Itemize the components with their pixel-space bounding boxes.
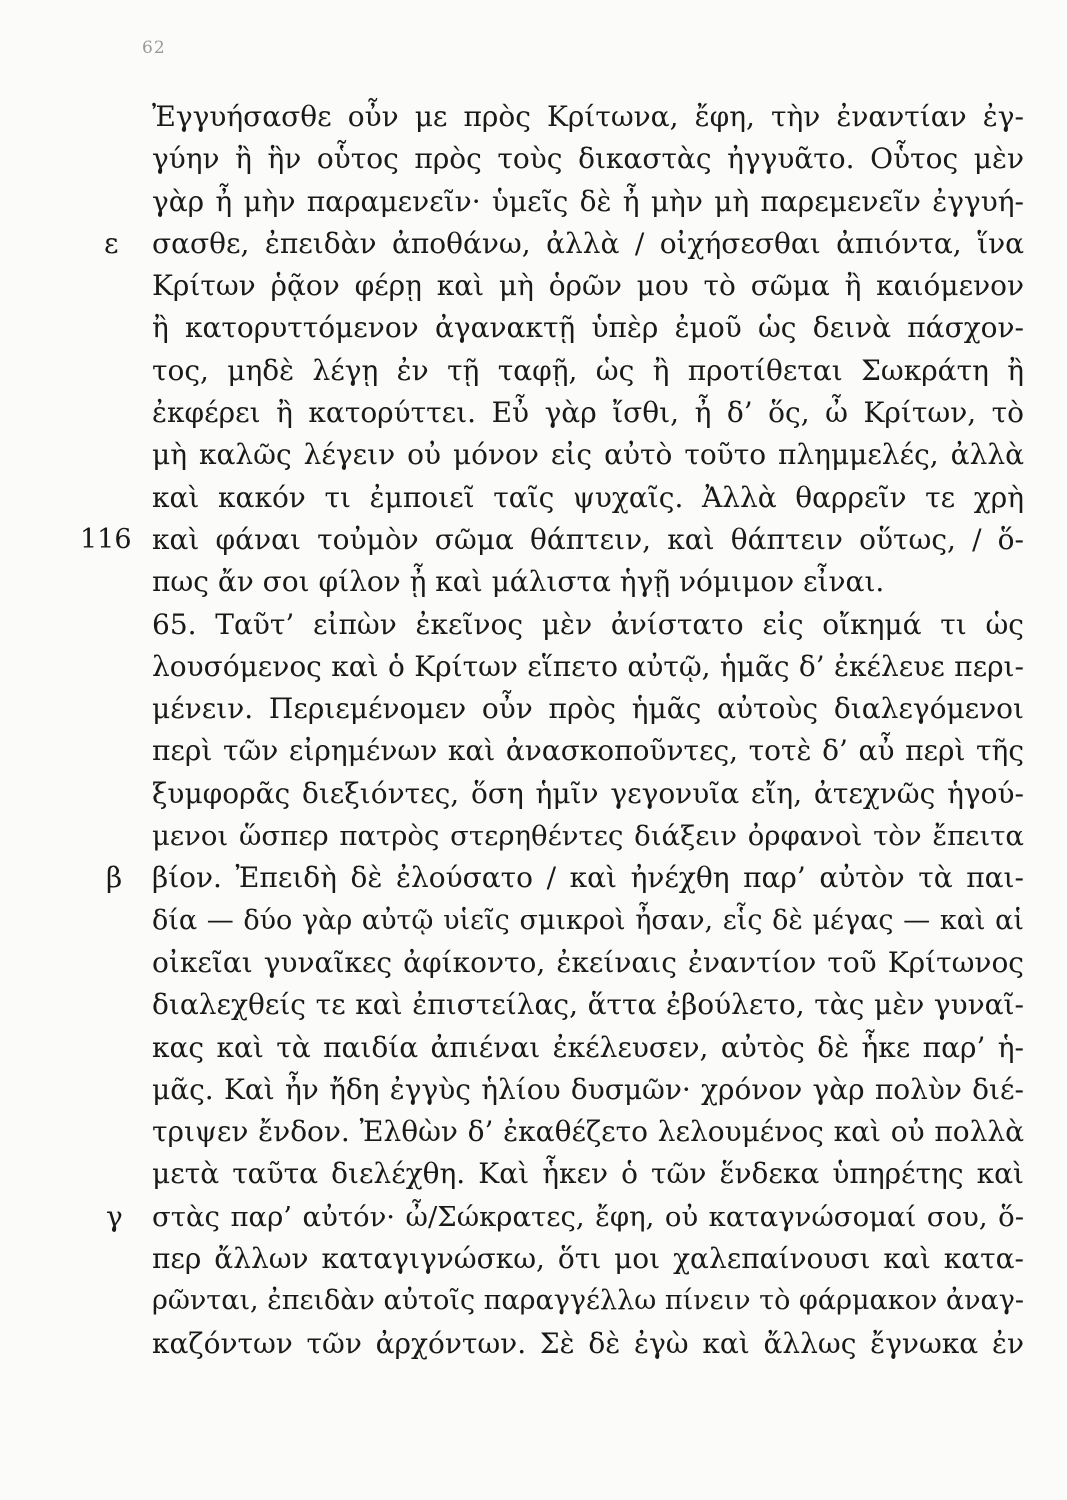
- text-line: περ ἄλλων καταγιγνώσκω, ὅτι μοι χαλεπαίνουσι καὶ κατα-: [152, 1242, 1024, 1276]
- text-line: ρῶνται, ἐπειδὰν αὐτοῖς παραγγέλλω πίνειν τὸ φάρμακον ἀναγ-: [152, 1285, 1024, 1317]
- text-line: ἐκφέρει ἢ κατορύττει. Εὖ γὰρ ἴσθι, ἦ δ’ ὅς, ὦ Κρίτων, τὸ: [152, 396, 1024, 430]
- margin-marker-e: ε: [104, 227, 119, 260]
- margin-marker-116: 116: [80, 524, 132, 555]
- text-line: μετὰ ταῦτα διελέχθη. Καὶ ἧκεν ὁ τῶν ἕνδεκα ὑπηρέτης καὶ: [152, 1157, 1024, 1191]
- text-line: Ἐγγυήσασθε οὖν με πρὸς Κρίτωνα, ἔφη, τὴν ἐναντίαν ἐγ-: [152, 100, 1024, 133]
- text-line: στὰς παρ’ αὐτόν· ὦ/Σώκρατες, ἔφη, οὐ καταγνώσομαί σου, ὅ-: [152, 1200, 1024, 1233]
- text-line: καὶ φάναι τοὐμὸν σῶμα θάπτειν, καὶ θάπτειν οὕτως, / ὅ-: [152, 522, 1024, 556]
- text-line: Κρίτων ῥᾷον φέρῃ καὶ μὴ ὁρῶν μου τὸ σῶμα ἢ καιόμενον: [152, 269, 1024, 303]
- margin-marker-b: β: [106, 861, 123, 894]
- text-line: τος, μηδὲ λέγῃ ἐν τῇ ταφῇ, ὡς ἢ προτίθεται Σωκράτη ἢ: [152, 353, 1024, 387]
- text-line: γὰρ ἦ μὴν παραμενεῖν· ὑμεῖς δὲ ἦ μὴν μὴ παρεμενεῖν ἐγγυή-: [152, 184, 1024, 218]
- text-line: μένειν. Περιεμένομεν οὖν πρὸς ἡμᾶς αὐτοὺς διαλεγόμενοι: [152, 692, 1024, 726]
- page-number: 62: [142, 38, 166, 58]
- text-line: βίον. Ἐπειδὴ δὲ ἐλούσατο / καὶ ἠνέχθη παρ’ αὐτὸν τὰ παι-: [152, 861, 1024, 895]
- text-line: διαλεχθείς τε καὶ ἐπιστείλας, ἅττα ἐβούλετο, τὰς μὲν γυναῖ-: [152, 988, 1024, 1022]
- text-line: κας καὶ τὰ παιδία ἀπιέναι ἐκέλευσεν, αὐτὸς δὲ ἧκε παρ’ ἡ-: [152, 1030, 1024, 1064]
- main-text-block: [152, 96, 1024, 1365]
- text-line: δία — δύο γὰρ αὐτῷ υἱεῖς σμικροὶ ἦσαν, εἷς δὲ μέγας — καὶ αἱ: [152, 904, 1024, 936]
- text-line: μᾶς. Καὶ ἦν ἤδη ἐγγὺς ἡλίου δυσμῶν· χρόνον γὰρ πολὺν διέ-: [152, 1072, 1024, 1106]
- text-line: μενοι ὥσπερ πατρὸς στερηθέντες διάξειν ὀρφανοὶ τὸν ἔπειτα: [152, 820, 1024, 853]
- text-line: καζόντων τῶν ἀρχόντων. Σὲ δὲ ἐγὼ καὶ ἄλλως ἔγνωκα ἐν: [152, 1326, 1024, 1360]
- text-line: 65. Ταῦτ’ εἰπὼν ἐκεῖνος μὲν ἀνίστατο εἰς οἴκημά τι ὡς: [152, 607, 1024, 641]
- text-line: μὴ καλῶς λέγειν οὐ μόνον εἰς αὐτὸ τοῦτο πλημμελές, ἀλλὰ: [152, 438, 1024, 472]
- text-line: καὶ κακόν τι ἐμποιεῖ ταῖς ψυχαῖς. Ἀλλὰ θαρρεῖν τε χρὴ: [152, 480, 1024, 514]
- text-line: πως ἄν σοι φίλον ᾖ καὶ μάλιστα ἡγῇ νόμιμον εἶναι.: [152, 565, 885, 599]
- text-line: ξυμφορᾶς διεξιόντες, ὅση ἡμῖν γεγονυῖα εἴη, ἀτεχνῶς ἡγού-: [152, 776, 1024, 810]
- text-line: τριψεν ἔνδον. Ἐλθὼν δ’ ἐκαθέζετο λελουμένος καὶ οὐ πολλὰ: [152, 1115, 1024, 1149]
- text-line: σασθε, ἐπειδὰν ἀποθάνω, ἀλλὰ / οἰχήσεσθαι ἀπιόντα, ἵνα: [152, 226, 1024, 260]
- text-line: ἢ κατορυττόμενον ἀγανακτῇ ὑπὲρ ἐμοῦ ὡς δεινὰ πάσχον-: [152, 311, 1024, 345]
- text-line: περὶ τῶν εἰρημένων καὶ ἀνασκοποῦντες, τοτὲ δ’ αὖ περὶ τῆς: [152, 734, 1024, 768]
- text-line: λουσόμενος καὶ ὁ Κρίτων εἵπετο αὐτῷ, ἡμᾶς δ’ ἐκέλευε περι-: [152, 649, 1024, 683]
- text-line: γύην ἢ ἣν οὗτος πρὸς τοὺς δικαστὰς ἠγγυᾶτο. Οὗτος μὲν: [152, 142, 1024, 176]
- text-line: οἰκεῖαι γυναῖκες ἀφίκοντο, ἐκείναις ἐναντίον τοῦ Κρίτωνος: [152, 945, 1024, 979]
- margin-marker-g: γ: [106, 1200, 123, 1233]
